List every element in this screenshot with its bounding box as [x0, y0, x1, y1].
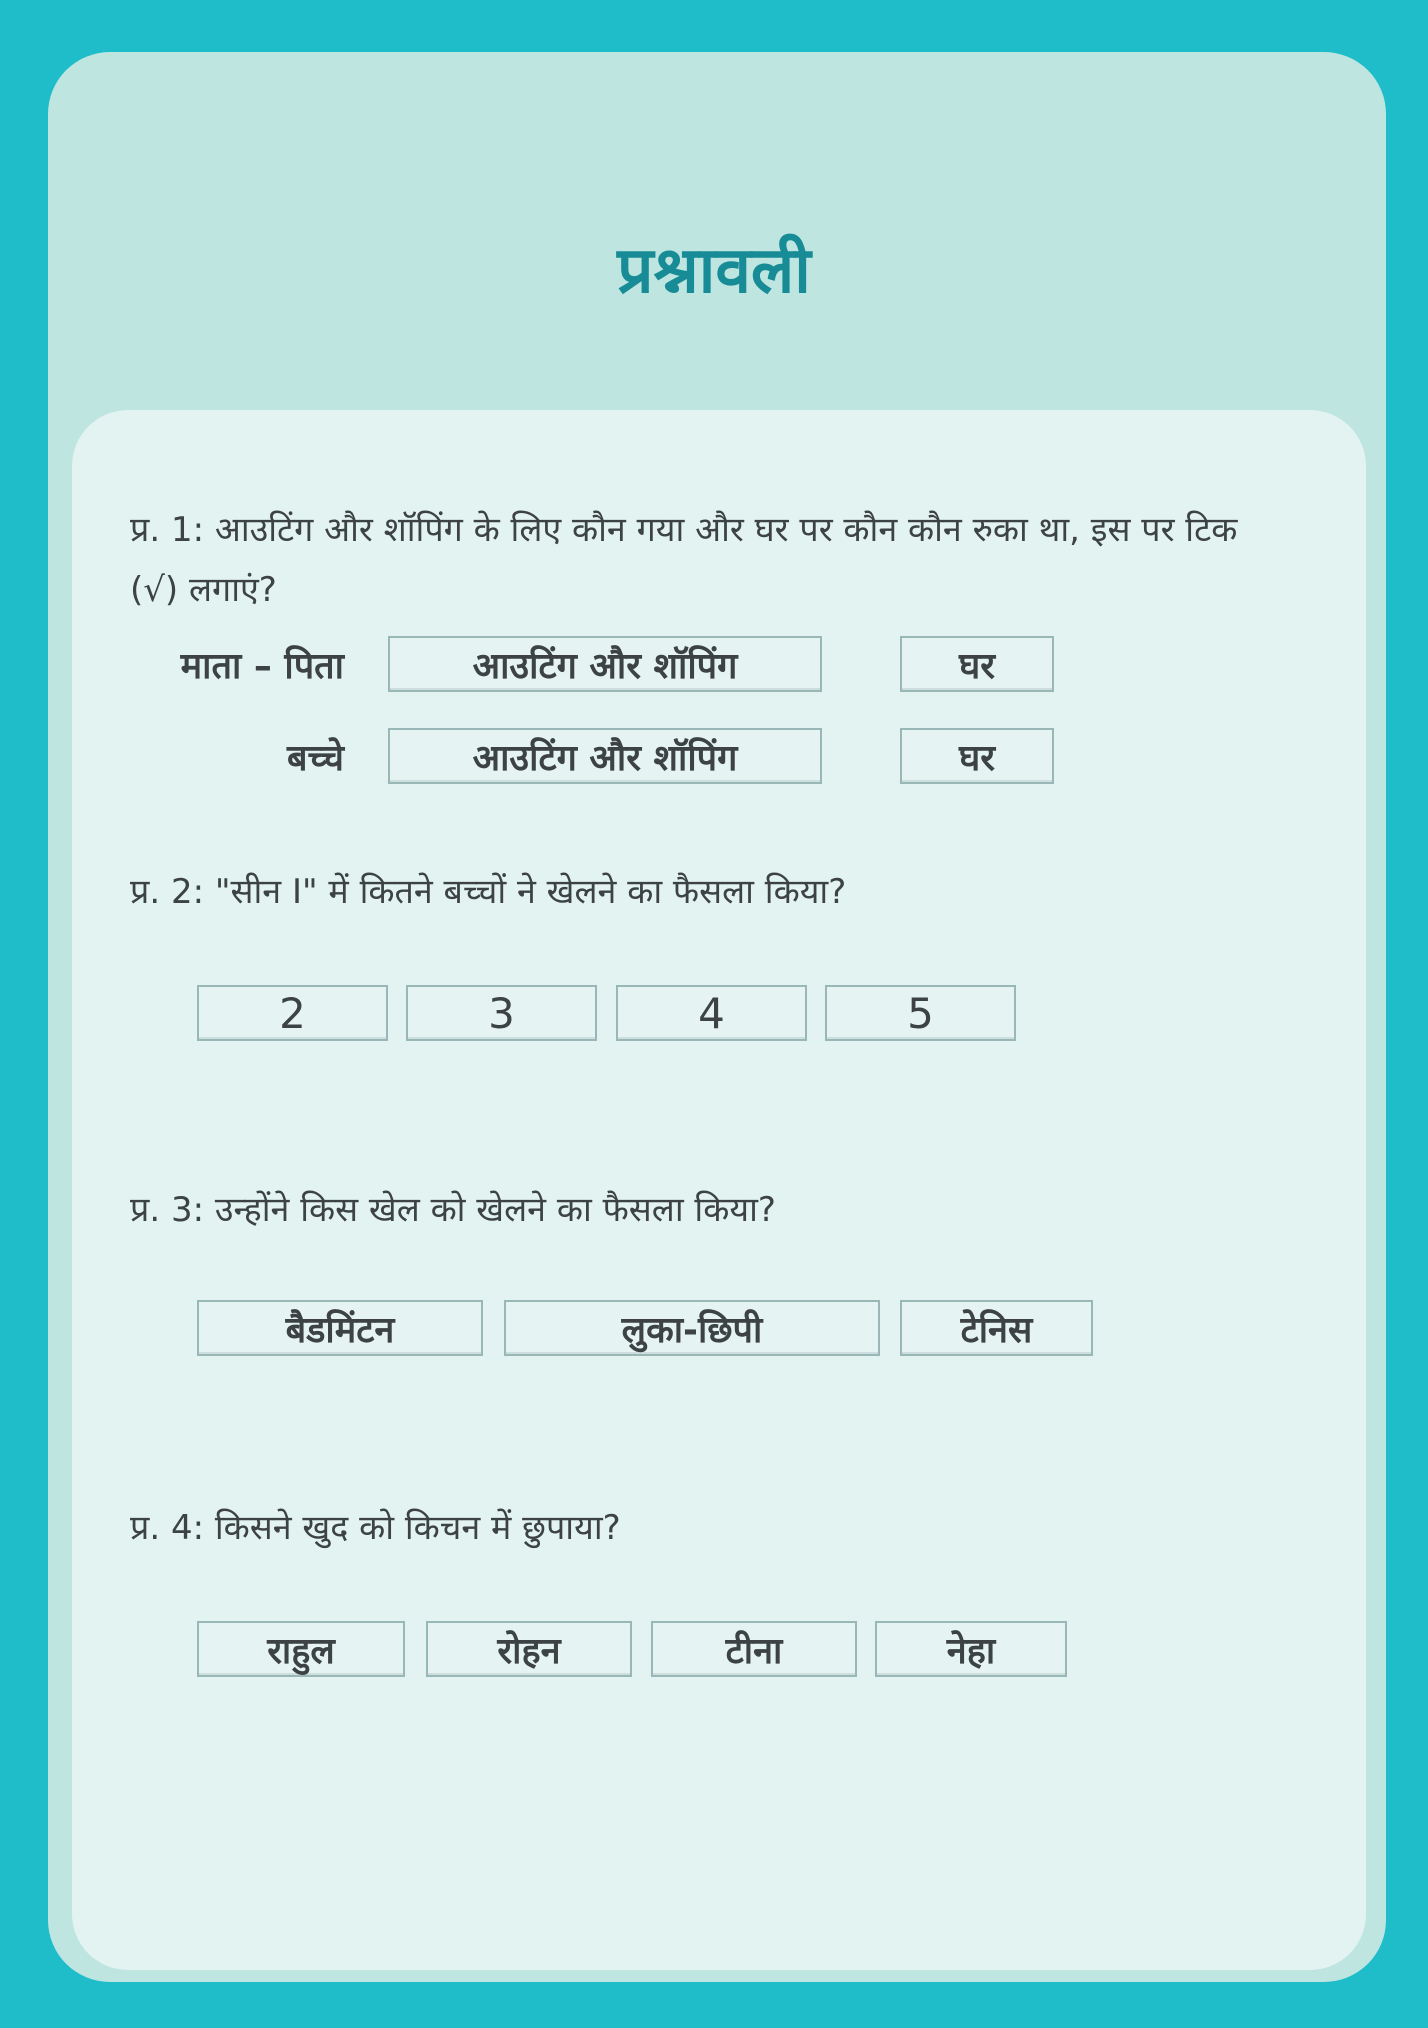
q1-parents-outing-option[interactable]: आउटिंग और शॉपिंग [388, 636, 822, 692]
q4-option-rahul[interactable]: राहुल [197, 1621, 405, 1677]
q2-option-2[interactable]: 2 [197, 985, 388, 1041]
q4-option-neha[interactable]: नेहा [875, 1621, 1067, 1677]
q3-option-hide-and-seek[interactable]: लुका-छिपी [504, 1300, 880, 1356]
question-3-text: प्र. 3: उन्होंने किस खेल को खेलने का फैसला किया? [130, 1190, 776, 1230]
question-2-text: प्र. 2: "सीन I" में कितने बच्चों ने खेलने का फैसला किया? [130, 872, 847, 912]
q2-option-5[interactable]: 5 [825, 985, 1016, 1041]
question-4-text: प्र. 4: किसने खुद को किचन में छुपाया? [130, 1508, 621, 1548]
question-1-text: प्र. 1: आउटिंग और शॉपिंग के लिए कौन गया और घर पर कौन कौन रुका था, इस पर टिक (√) लगाएं? [130, 510, 1238, 610]
q4-option-tina[interactable]: टीना [651, 1621, 857, 1677]
q1-parents-home-option[interactable]: घर [900, 636, 1054, 692]
page-title: प्रश्नावली [617, 234, 811, 308]
q4-option-rohan[interactable]: रोहन [426, 1621, 632, 1677]
q1-children-home-option[interactable]: घर [900, 728, 1054, 784]
q2-option-4[interactable]: 4 [616, 985, 807, 1041]
q1-row-label-parents: माता – पिता [180, 646, 344, 687]
q2-option-3[interactable]: 3 [406, 985, 597, 1041]
q1-children-outing-option[interactable]: आउटिंग और शॉपिंग [388, 728, 822, 784]
q1-row-label-children: बच्चे [287, 738, 344, 779]
q3-option-badminton[interactable]: बैडमिंटन [197, 1300, 483, 1356]
q3-option-tennis[interactable]: टेनिस [900, 1300, 1093, 1356]
